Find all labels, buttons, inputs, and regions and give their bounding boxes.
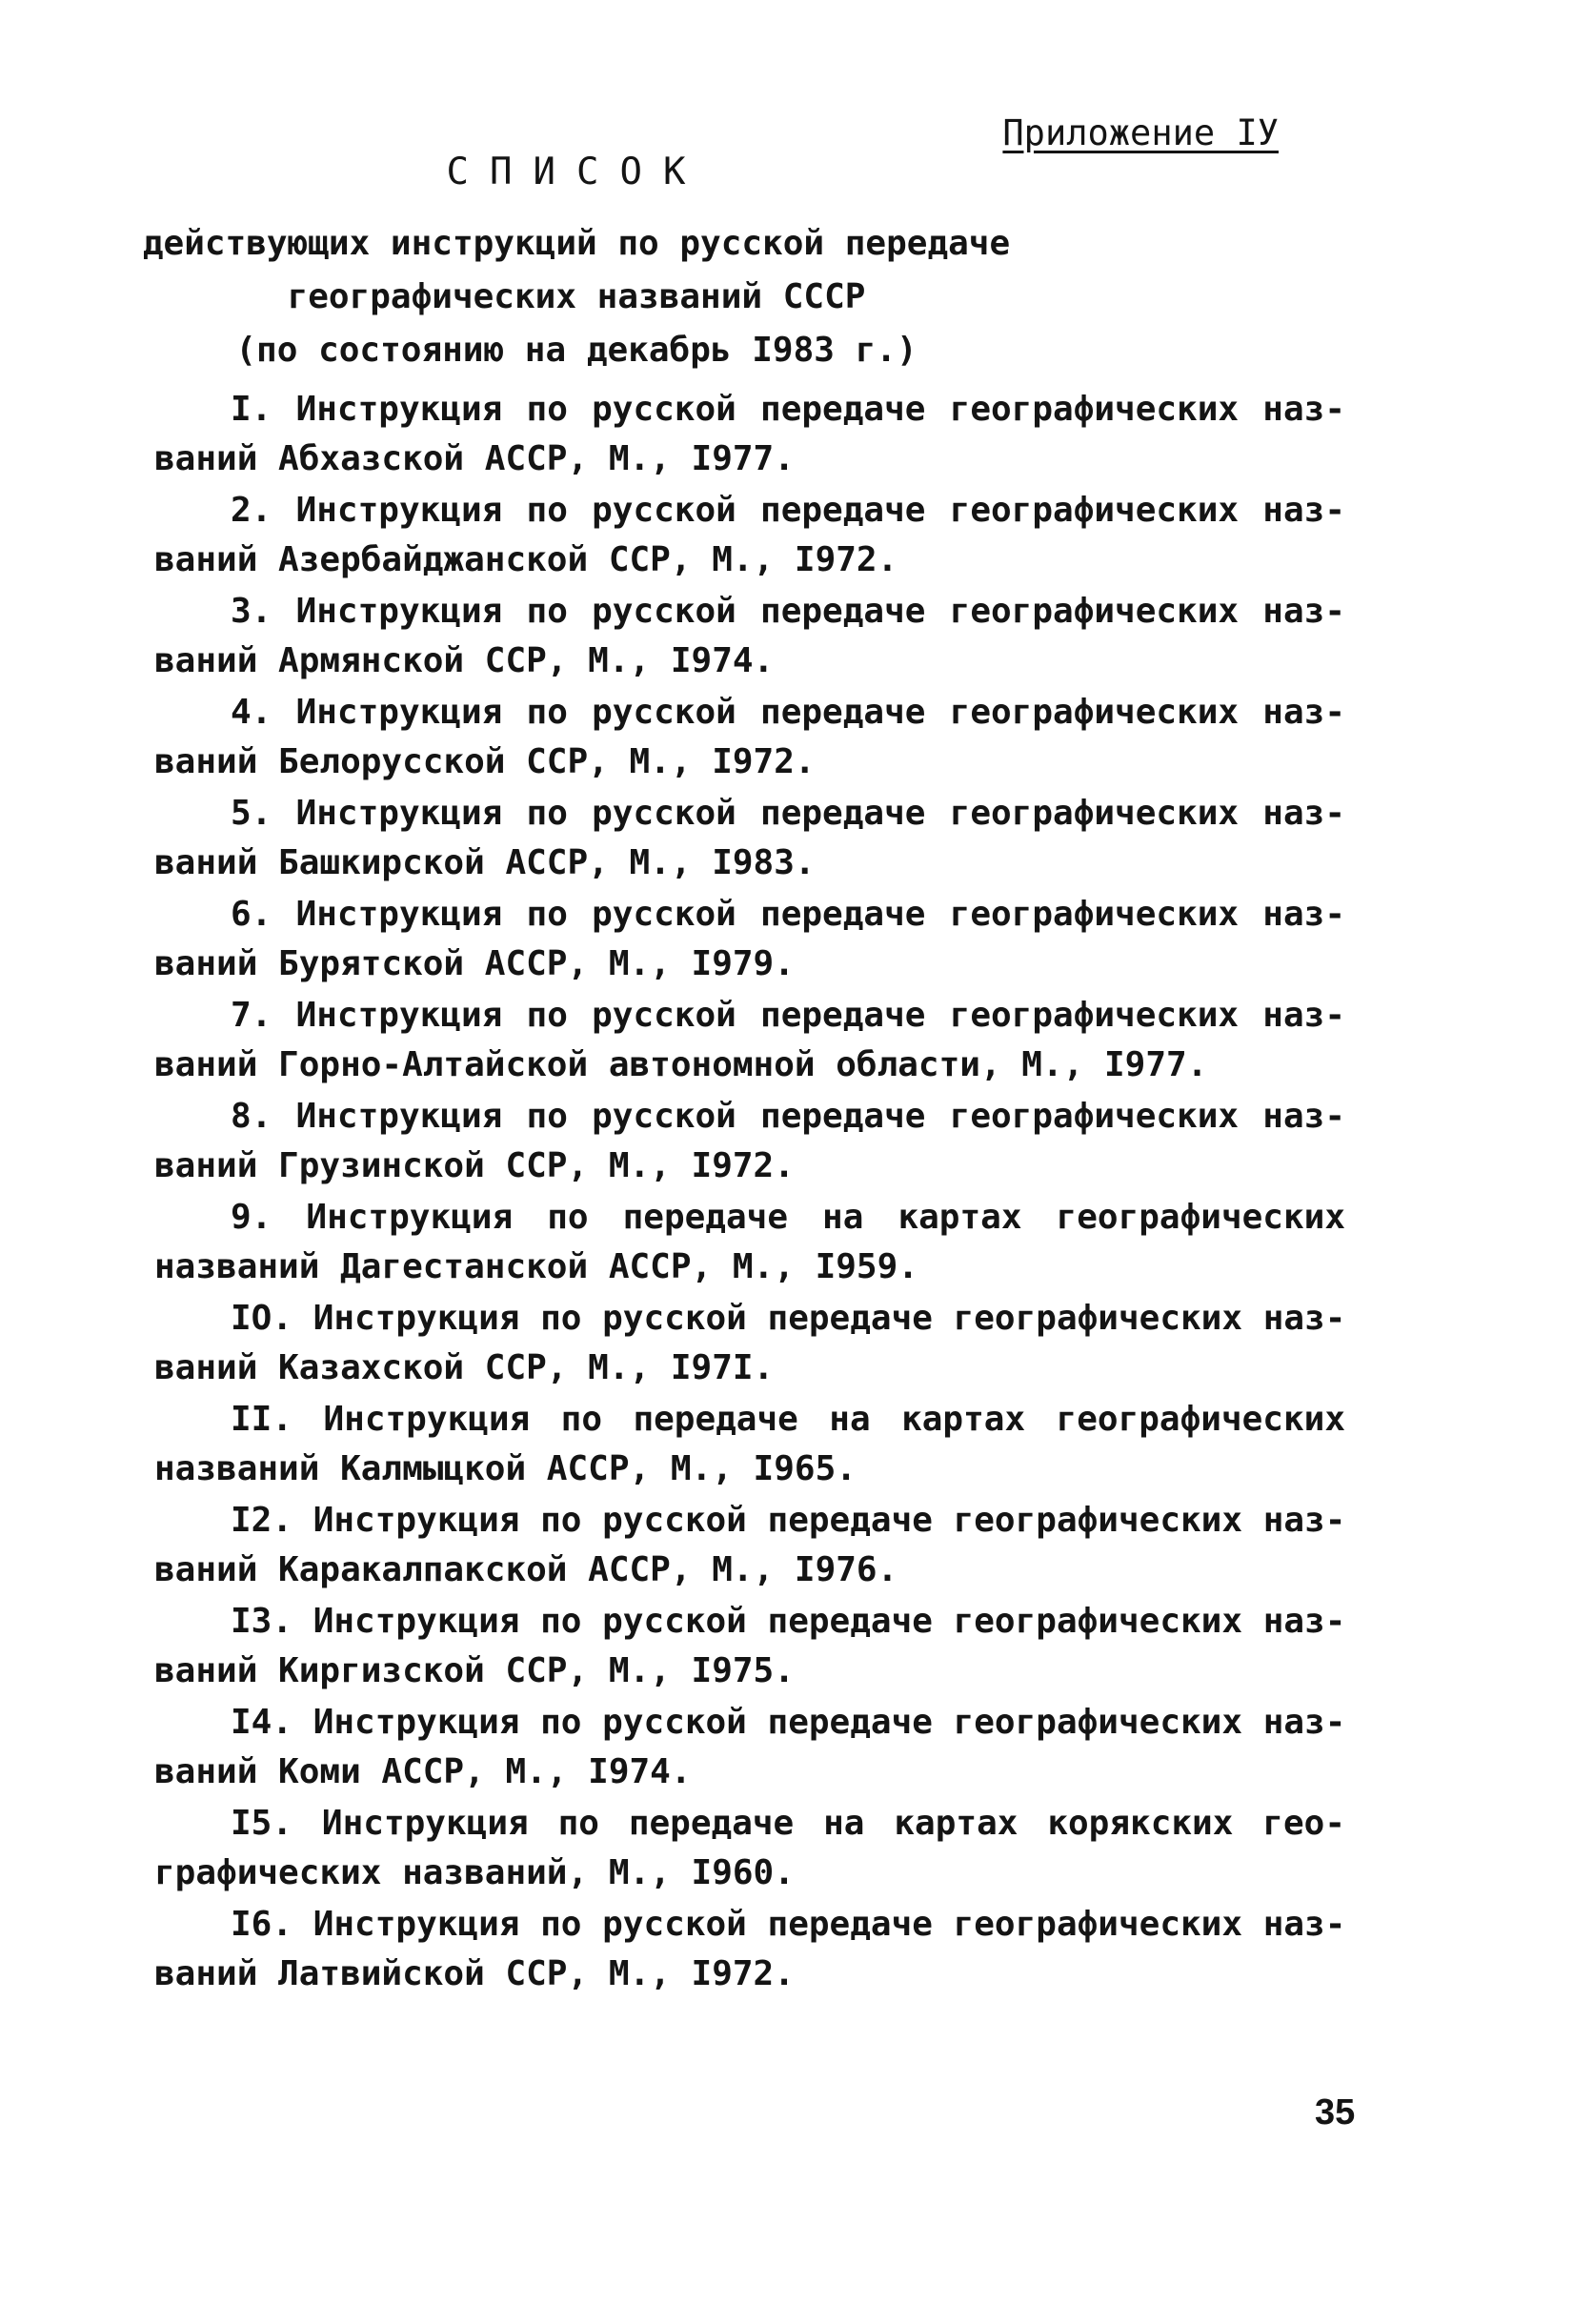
list-item xyxy=(154,1799,1345,1900)
list-item-line: I4. Инструкция по русской передаче географических наз- xyxy=(231,1703,1346,1742)
list-item xyxy=(154,688,1345,789)
list-item xyxy=(154,890,1345,991)
list-item xyxy=(154,1193,1345,1294)
list-item xyxy=(154,486,1345,587)
list-item xyxy=(154,1294,1345,1395)
instructions-list xyxy=(154,385,1345,2001)
list-item-line: ваний Казахской ССР, М., I97I. xyxy=(154,1348,775,1387)
list-item xyxy=(154,1597,1345,1698)
list-item-line: IO. Инструкция по русской передаче географических наз- xyxy=(231,1299,1346,1338)
list-item-line: ваний Горно-Алтайской автономной области, М., I977. xyxy=(154,1045,1208,1084)
list-item xyxy=(154,1496,1345,1597)
list-item-line: ваний Армянской ССР, М., I974. xyxy=(154,641,775,680)
list-item-line: 3. Инструкция по русской передаче географических наз- xyxy=(231,592,1345,631)
list-item-line: 6. Инструкция по русской передаче географических наз- xyxy=(231,895,1345,934)
list-item xyxy=(154,385,1345,486)
list-item-line: 2. Инструкция по русской передаче географических наз- xyxy=(231,491,1345,530)
list-item-line: ваний Киргизской ССР, М., I975. xyxy=(154,1651,795,1690)
list-item xyxy=(154,587,1345,688)
list-item-line: ваний Абхазской АССР, М., I977. xyxy=(154,439,795,478)
list-item-line: названий Дагестанской АССР, М., I959. xyxy=(154,1247,918,1286)
document-title: СПИСОК xyxy=(446,151,707,193)
list-item xyxy=(154,1092,1345,1193)
list-item-line: I6. Инструкция по русской передаче географических наз- xyxy=(231,1905,1346,1944)
appendix-label: Приложение IУ xyxy=(1002,112,1279,153)
list-item xyxy=(154,991,1345,1092)
list-item-line: I2. Инструкция по русской передаче географических наз- xyxy=(231,1501,1346,1540)
list-item-line: ваний Латвийской ССР, М., I972. xyxy=(154,1954,795,1993)
list-item-line: 7. Инструкция по русской передаче географических наз- xyxy=(231,996,1345,1035)
document-subtitle xyxy=(0,217,1153,377)
list-item-line: 8. Инструкция по русской передаче географических наз- xyxy=(231,1097,1345,1136)
list-item-line: 9. Инструкция по передаче на картах географических xyxy=(231,1198,1345,1237)
list-item-line: ваний Белорусской ССР, М., I972. xyxy=(154,742,816,781)
list-item-line: 5. Инструкция по русской передаче географических наз- xyxy=(231,794,1345,833)
list-item-line: ваний Каракалпакской АССР, М., I976. xyxy=(154,1550,898,1589)
subtitle-line: (по состоянию на декабрь I983 г.) xyxy=(235,331,917,370)
list-item-line: ваний Азербайджанской ССР, М., I972. xyxy=(154,540,898,579)
list-item-line: 4. Инструкция по русской передаче географических наз- xyxy=(231,693,1345,732)
subtitle-line: действующих инструкций по русской передаче xyxy=(142,224,1011,263)
list-item-line: ваний Бурятской АССР, М., I979. xyxy=(154,944,795,983)
list-item xyxy=(154,1395,1345,1496)
subtitle-line: географических названий СССР xyxy=(287,277,866,316)
list-item-line: названий Калмыцкой АССР, М., I965. xyxy=(154,1449,857,1488)
list-item-line: II. Инструкция по передаче на картах географических xyxy=(231,1400,1345,1439)
list-item-line: I. Инструкция по русской передаче географических наз- xyxy=(231,390,1345,429)
page-number: 35 xyxy=(1315,2092,1356,2132)
list-item xyxy=(154,1900,1345,2001)
list-item-line: ваний Коми АССР, М., I974. xyxy=(154,1752,692,1791)
list-item-line: графических названий, М., I960. xyxy=(154,1853,795,1892)
list-item-line: I3. Инструкция по русской передаче географических наз- xyxy=(231,1602,1346,1641)
list-item xyxy=(154,1698,1345,1799)
list-item-line: I5. Инструкция по передаче на картах корякских гео- xyxy=(231,1804,1345,1843)
list-item-line: ваний Грузинской ССР, М., I972. xyxy=(154,1146,795,1185)
list-item xyxy=(154,789,1345,890)
list-item-line: ваний Башкирской АССР, М., I983. xyxy=(154,843,816,882)
